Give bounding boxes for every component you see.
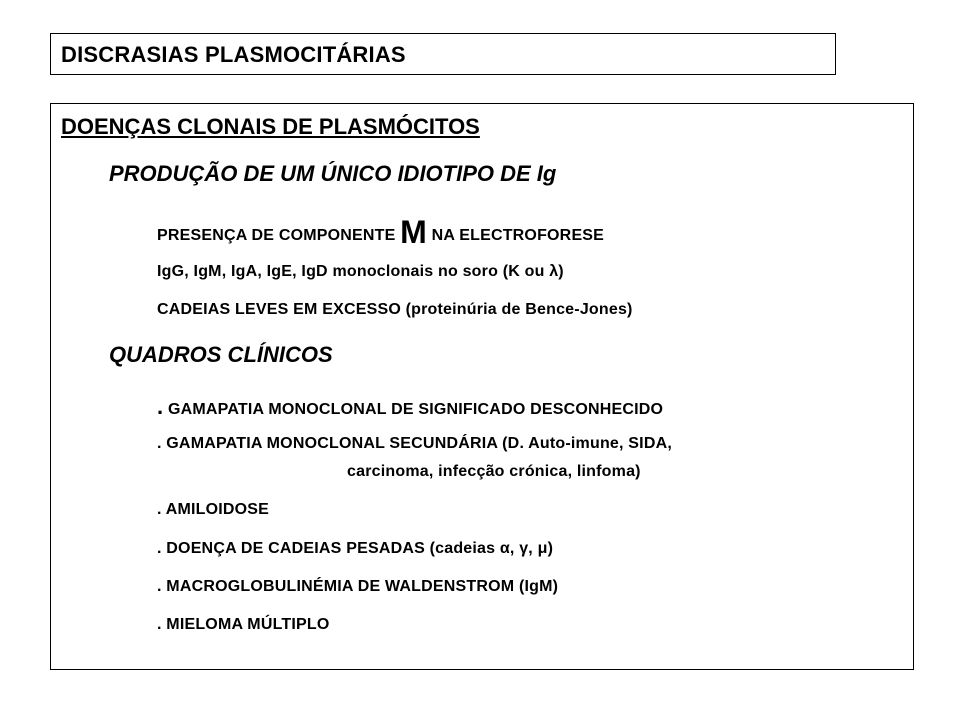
component-m-after: NA ELECTROFORESE: [427, 227, 605, 244]
component-m-before: PRESENÇA DE COMPONENTE: [157, 227, 401, 244]
main-heading: DOENÇAS CLONAIS DE PLASMÓCITOS: [61, 114, 480, 139]
section-clinical-label: QUADROS CLÍNICOS: [109, 342, 333, 367]
clinical-item-myeloma: . MIELOMA MÚLTIPLO: [157, 616, 330, 633]
title-box: [50, 33, 836, 75]
clinical-item-heavy-chain: . DOENÇA DE CADEIAS PESADAS (cadeias α, γ, μ): [157, 540, 554, 557]
immunoglobulins-item: IgG, IgM, IgA, IgE, IgD monoclonais no soro (K ou λ): [157, 263, 564, 280]
clinical-item-mgus-text: GAMAPATIA MONOCLONAL DE SIGNIFICADO DESCONHECIDO: [163, 401, 664, 418]
clinical-item-waldenstrom: . MACROGLOBULINÉMIA DE WALDENSTROM (IgM): [157, 578, 559, 595]
clinical-item-secondary-cont: carcinoma, infecção crónica, linfoma): [347, 463, 641, 480]
clinical-item-mgus: [157, 394, 663, 420]
light-chains-item: CADEIAS LEVES EM EXCESSO (proteinúria de Bence-Jones): [157, 301, 633, 318]
component-m-letter: M: [400, 214, 428, 250]
slide-title: DISCRASIAS PLASMOCITÁRIAS: [61, 42, 406, 67]
section-production-label: PRODUÇÃO DE UM ÚNICO IDIOTIPO DE Ig: [109, 161, 557, 186]
clinical-item-amyloidosis: . AMILOIDOSE: [157, 501, 270, 518]
bullet-dot: .: [157, 394, 164, 419]
clinical-item-secondary: . GAMAPATIA MONOCLONAL SECUNDÁRIA (D. Auto-imune, SIDA,: [157, 435, 672, 452]
content-box: [50, 103, 914, 670]
component-m-item: [157, 216, 604, 248]
